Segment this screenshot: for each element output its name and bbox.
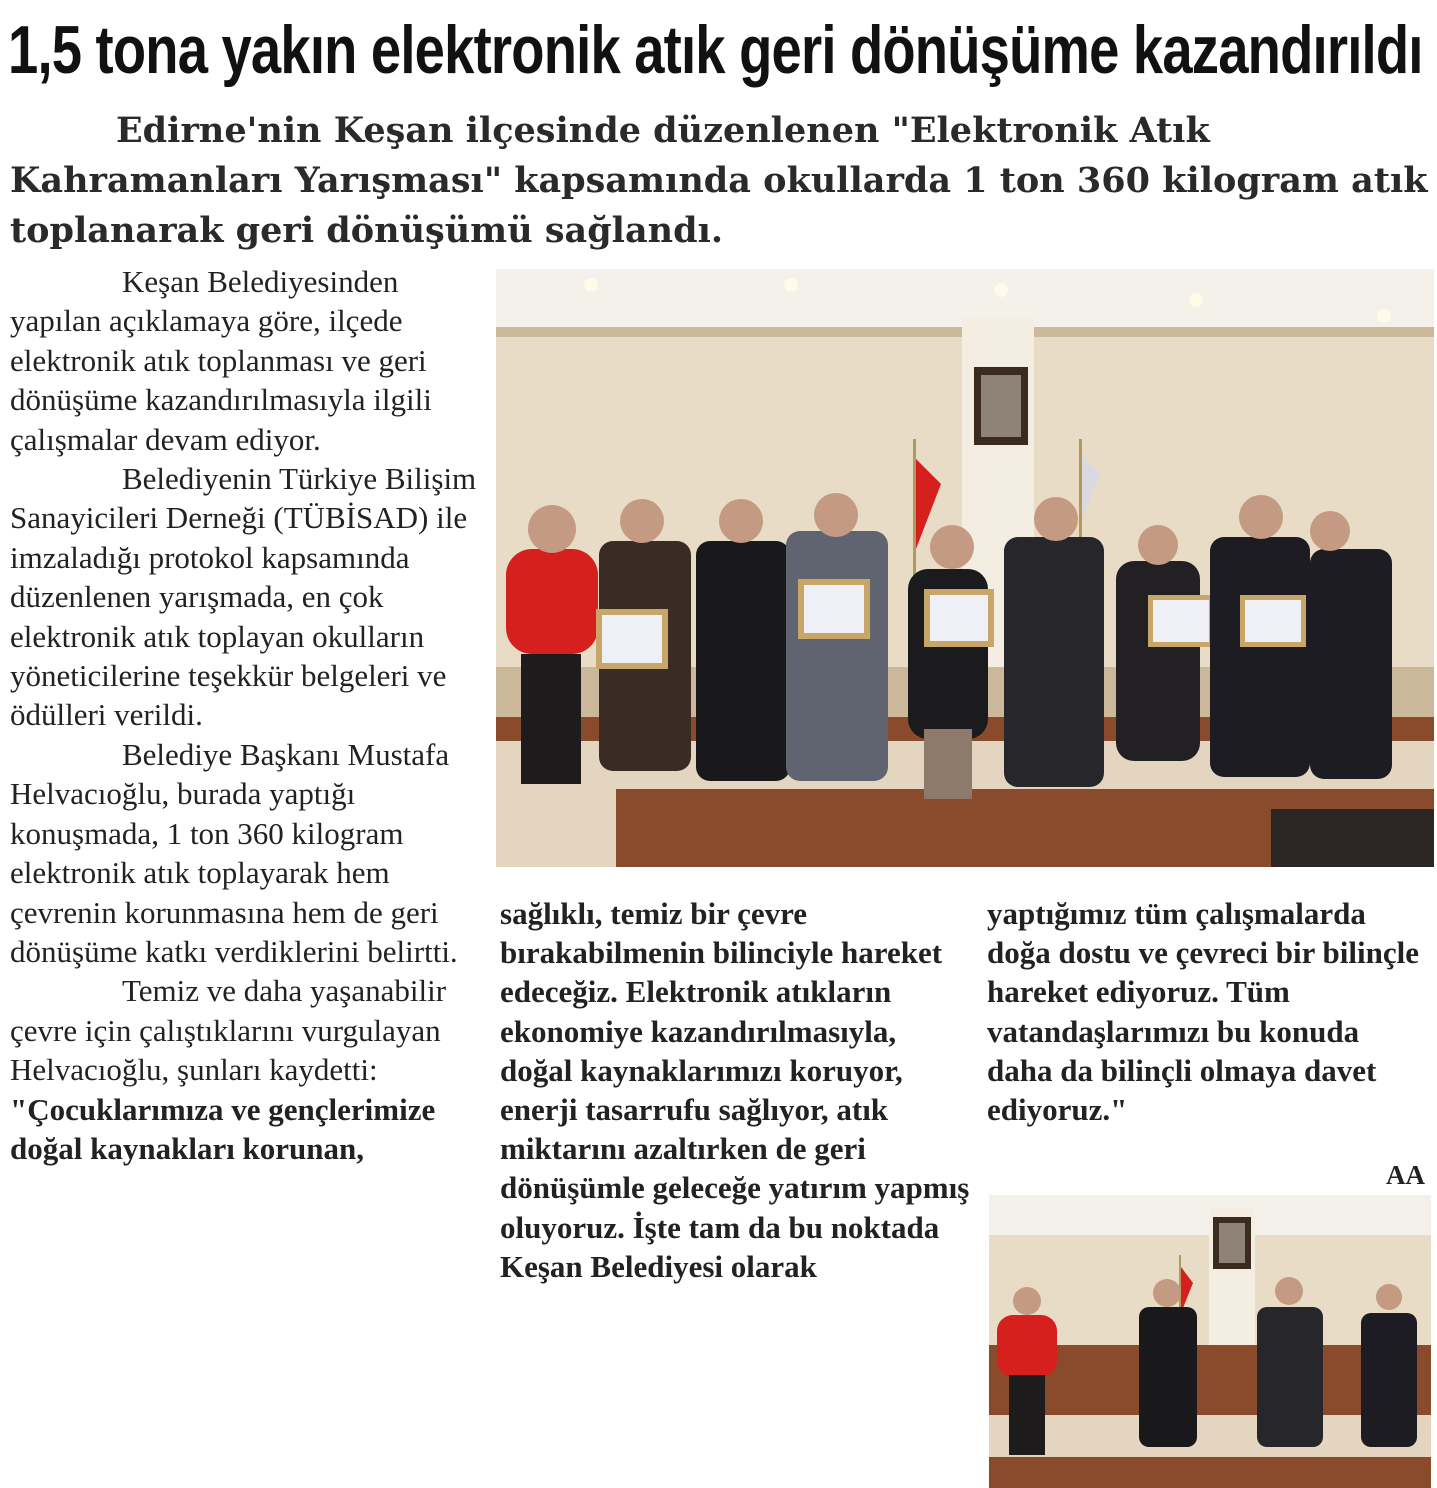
headline: 1,5 tona yakın elektronik atık geri dönüşüme kazandırıldı — [8, 12, 1423, 88]
paragraph-3: Belediye Başkanı Mustafa Helvacıoğlu, burada yaptığı konuşmada, 1 ton 360 kilogram elektronik atık toplayarak hem çevrenin korunmasına hem de geri dönüşüme katkı verdiklerini belirtti. — [10, 736, 458, 969]
article-column-2 — [500, 894, 970, 1286]
paragraph-1: Keşan Belediyesinden yapılan açıklamaya göre, ilçede elektronik atık toplanması ve geri dönüşüme kazandırılmasıyla ilgili çalışmalar devam ediyor. — [10, 264, 432, 457]
quote-continued: sağlıklı, temiz bir çevre bırakabilmenin bilinciyle hareket edeceğiz. Elektronik atıkların ekonomiye kazandırılmasıyla, doğal kaynaklarımızı koruyor, enerji tasarrufu sağlıyor, atık miktarını azaltırken de geri dönüşümle geleceğe yatırım yapmış oluyoruz. İşte tam da bu noktada Keşan Belediyesi olarak — [500, 896, 970, 1284]
lead-text: Edirne'nin Keşan ilçesinde düzenlenen "Elektronik Atık Kahramanları Yarışması" kapsamında okullarda 1 ton 360 kilogram atık toplanarak geri dönüşümü sağlandı. — [10, 110, 1428, 251]
quote-start: "Çocuklarımıza ve gençlerimize doğal kaynakları korunan, — [10, 1091, 436, 1166]
news-agency-credit: AA — [1386, 1160, 1425, 1190]
article-column-1 — [10, 262, 480, 1168]
quote-end: yaptığımız tüm çalışmalarda doğa dostu ve çevreci bir bilinçle hareket ediyoruz. Tüm vatandaşlarımızı bu konuda daha da bilinçli olmaya davet ediyoruz." — [987, 896, 1419, 1128]
paragraph-2: Belediyenin Türkiye Bilişim Sanayicileri Derneği (TÜBİSAD) ile imzaladığı protokol kapsamında düzenlenen yarışmada, en çok elektronik atık toplayan okulların yöneticilerine teşekkür belgeleri ve ödülleri verildi. — [10, 461, 477, 733]
lead-paragraph — [10, 106, 1430, 256]
ceremony-group-photo — [496, 269, 1434, 867]
people — [506, 493, 1392, 799]
ceremony-secondary-photo — [989, 1195, 1431, 1488]
paragraph-4: Temiz ve daha yaşanabilir çevre için çalıştıklarını vurgulayan Helvacıoğlu, şunları kaydetti: "Çocuklarımıza ve gençlerimize doğal kaynakları korunan, — [10, 973, 447, 1166]
article-column-3 — [987, 894, 1432, 1129]
